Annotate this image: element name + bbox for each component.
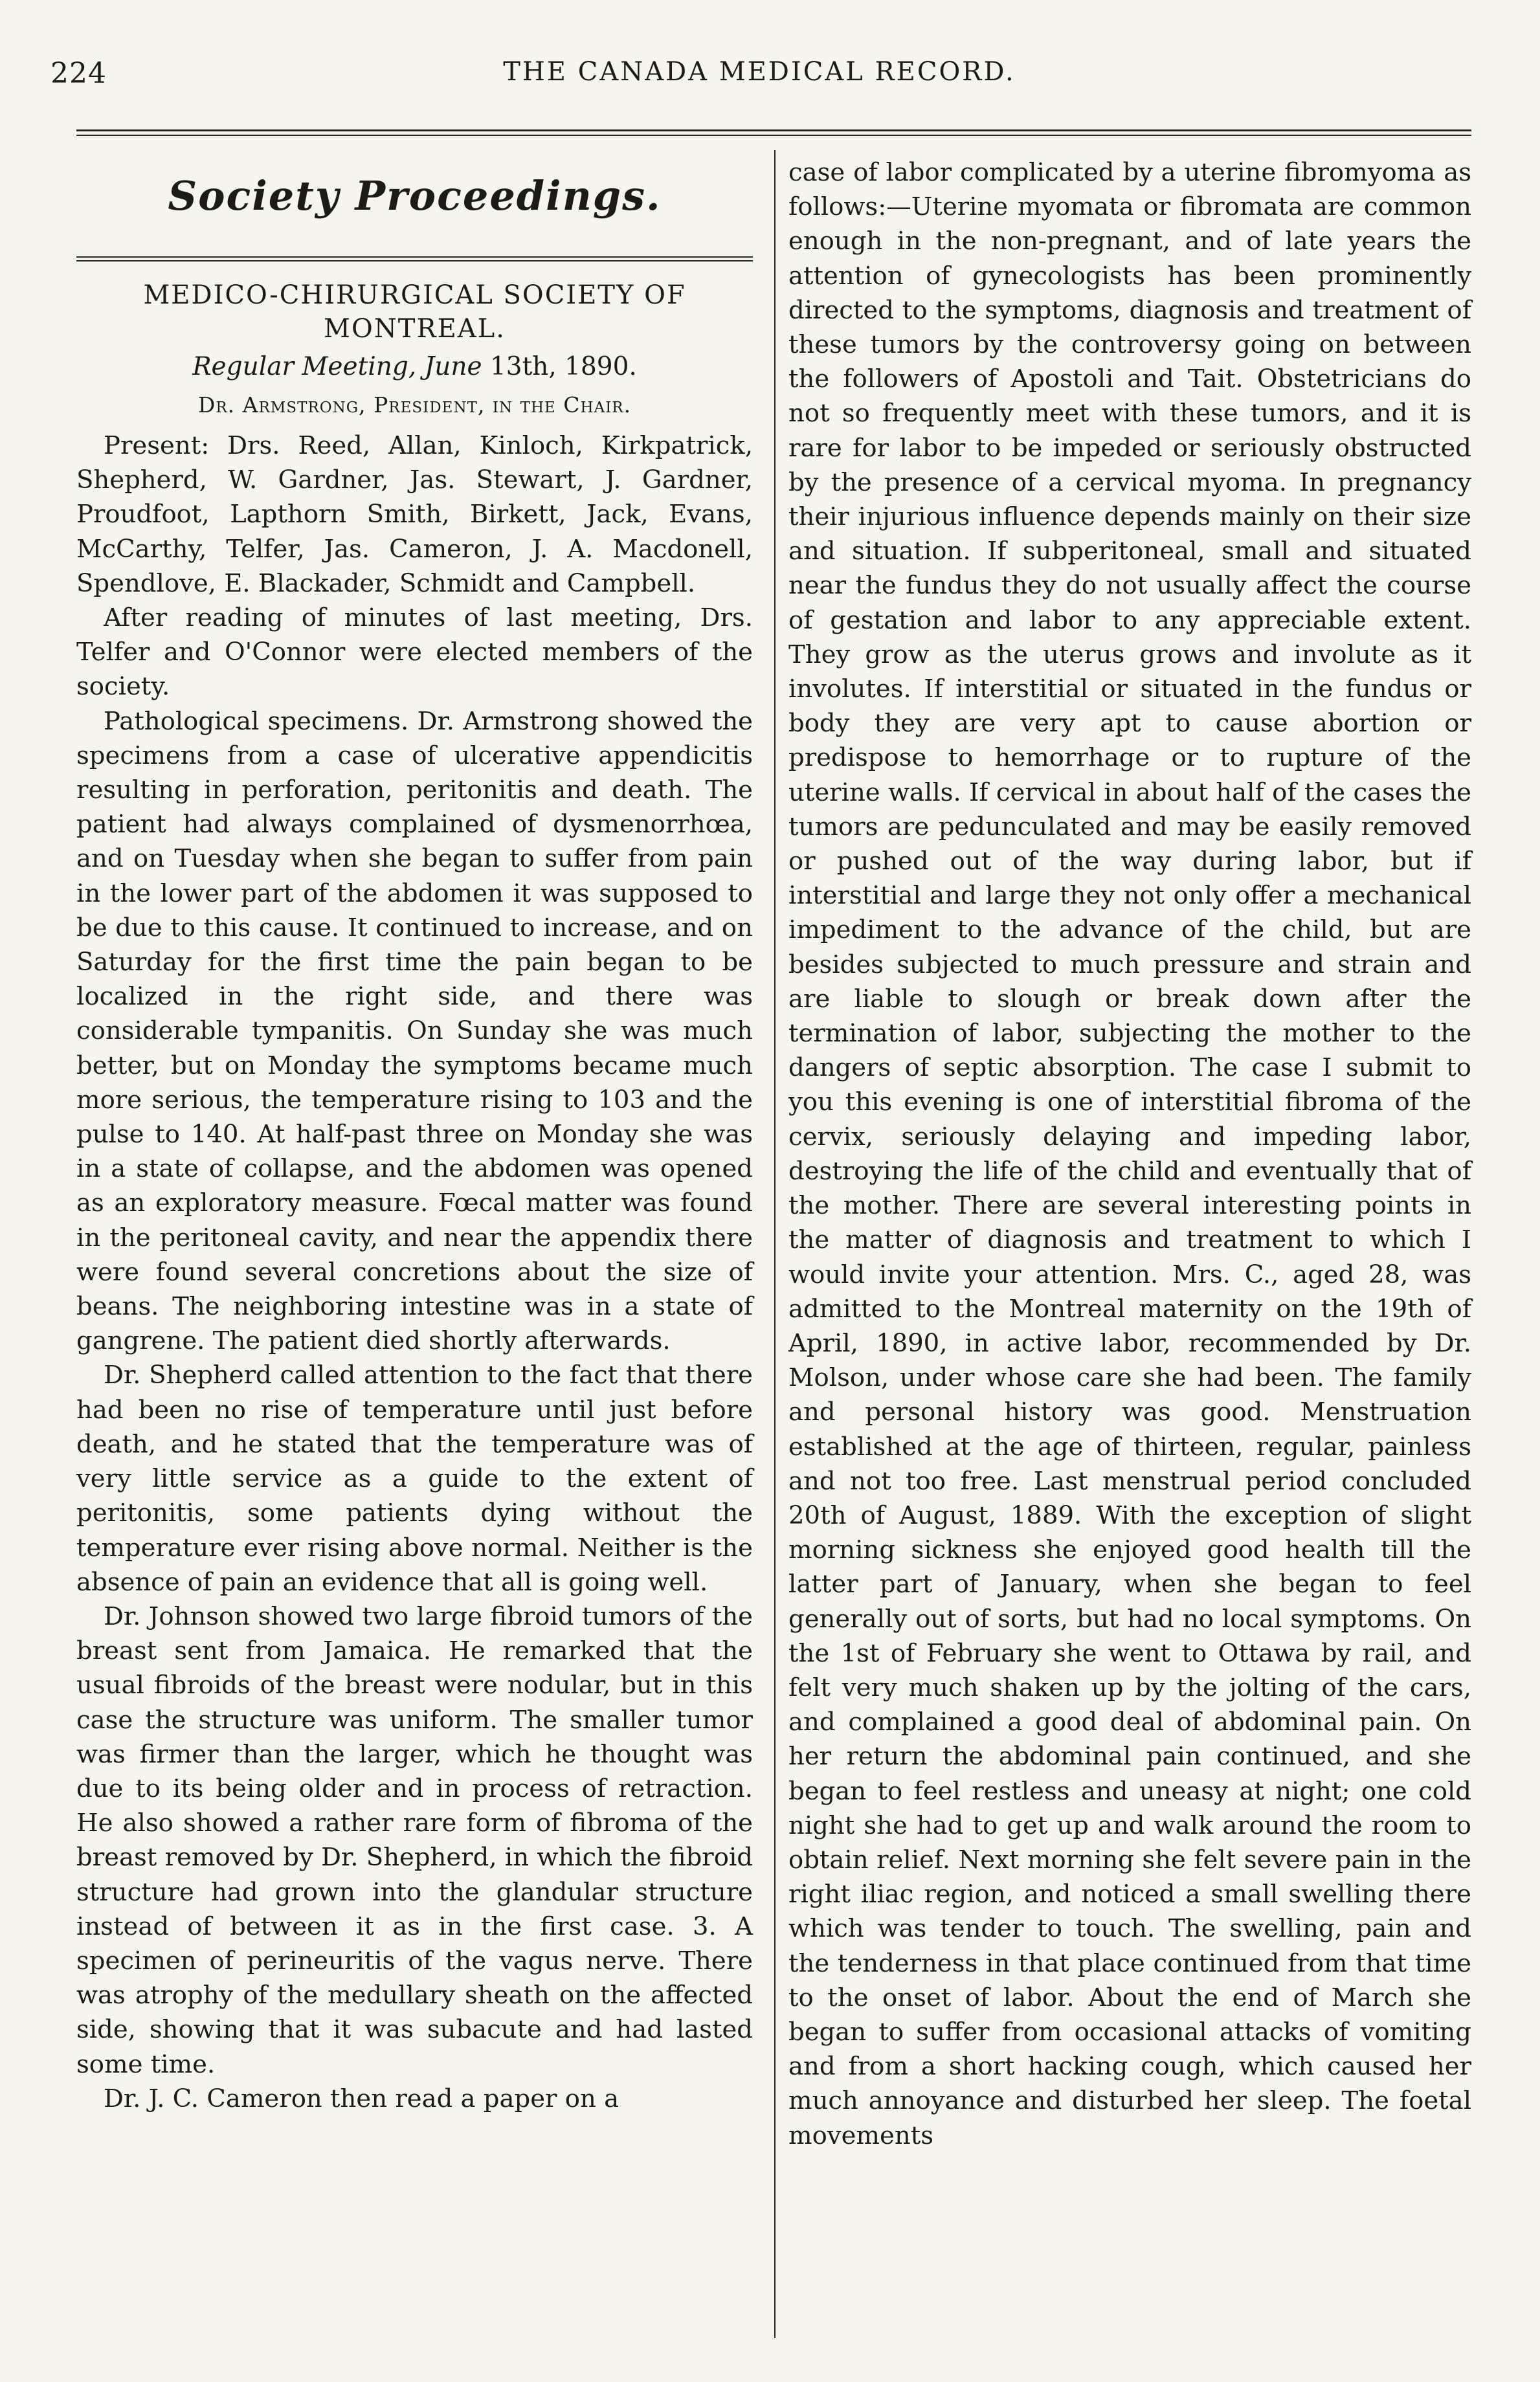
chair-line: Dr. Armstrong, President, in the Chair. — [197, 392, 632, 417]
meeting-label: Regular Meeting, June — [192, 352, 482, 381]
header-double-rule — [76, 129, 1471, 136]
meeting-date: 13th, 1890. — [489, 352, 637, 381]
column-divider — [774, 150, 776, 2338]
right-column — [788, 155, 1471, 2153]
paragraph: Dr. Johnson showed two large fibroid tumors of the breast sent from Jamaica. He remarked that the usual fibroids of the breast were nodular, but in this case the structure was uniform. The smaller tumor was firmer than the larger, which he thought was due to its being older and in process of retraction. He also showed a rather rare form of fibroma of the breast removed by Dr. Shepherd, in which the fibroid structure had grown into the glandular structure instead of between it as in the first case. 3. A specimen of perineuritis of the vagus nerve. There was atrophy of the medullary sheath on the affected side, showing that it was subacute and had lasted some time. — [76, 1601, 753, 2079]
page-number: 224 — [50, 57, 107, 90]
paragraph: After reading of minutes of last meeting, Drs. Telfer and O'Connor were elected members of the society. — [76, 603, 753, 702]
paragraph: Dr. Shepherd called attention to the fact that there had been no rise of temperature until just before death, and he stated that the temperature was of very little service as a guide to the extent of peritonitis, some patients dying without the temperature ever rising above normal. Neither is the absence of pain an evidence that all is going well. — [76, 1361, 753, 1597]
society-name: MEDICO-CHIRURGICAL SOCIETY OF MONTREAL. — [143, 280, 686, 344]
meeting-line — [76, 346, 753, 388]
paragraph: case of labor complicated by a uterine fibromyoma as follows:—Uterine myomata or fibromata are common enough in the non-pregnant, and of late years the attention of gynecologists has been prominently directed to the symptoms, diagnosis and treatment of these tumors by the controversy going on between the followers of Apostoli and Tait. Obstetricians do not so frequently meet with these tumors, and it is rare for labor to be impeded or seriously obstructed by the presence of a cervical myoma. In pregnancy their injurious influence depends mainly on their size and situation. If subperitoneal, small and situated near the fundus they do not usually affect the course of gestation and labor to any appreciable extent. They grow as the uterus grows and involute as it involutes. If interstitial or situated in the fundus or body they are very apt to cause abortion or predispose to hemorrhage or to rupture of the uterine walls. If cervical in about half of the cases the tumors are pedunculated and may be easily removed or pushed out of the way during labor, but if interstitial and large they not only offer a mechanical impediment to the advance of the child, but are besides subjected to much pressure and strain and are liable to slough or break down after the termination of labor, subjecting the mother to the dangers of septic absorption. The case I submit to you this evening is one of interstitial fibroma of the cervix, seriously delaying and impeding labor, destroying the life of the child and eventually that of the mother. There are several interesting points in the matter of diagnosis and treatment to which I would invite your attention. Mrs. C., aged 28, was admitted to the Montreal maternity on the 19th of April, 1890, in active labor, recommended by Dr. Molson, under whose care she had been. The family and personal history was good. Menstruation established at the age of thirteen, regular, painless and not too free. Last menstrual period concluded 20th of August, 1889. With the exception of slight morning sickness she enjoyed good health till the latter part of January, when she began to feel generally out of sorts, but had no local symptoms. On the 1st of February she went to Ottawa by rail, and felt very much shaken up by the jolting of the cars, and complained a good deal of abdominal pain. On her return the abdominal pain continued, and she began to feel restless and uneasy at night; one cold night she had to get up and walk around the room to obtain relief. Next morning she felt severe pain in the right iliac region, and noticed a small swelling there which was tender to touch. The swelling, pain and the tenderness in that place continued from that time to the onset of labor. About the end of March she began to suffer from occasional attacks of vomiting and from a short hacking cough, which caused her much annoyance and disturbed her sleep. The foetal movements — [788, 158, 1471, 2150]
heading-double-rule — [76, 256, 753, 262]
left-column — [76, 155, 753, 2116]
running-head — [50, 57, 1468, 102]
paragraph: Dr. J. C. Cameron then read a paper on a — [104, 2084, 619, 2113]
paragraph: Present: Drs. Reed, Allan, Kinloch, Kirkpatrick, Shepherd, W. Gardner, Jas. Stewart, J. Gardner, Proudfoot, Lapthorn Smith, Birkett, Jack, Evans, McCarthy, Telfer, Jas. Cameron, J. A. Macdonell, Spendlove, E. Blackader, Schmidt and Campbell. — [76, 431, 753, 598]
paragraph: Pathological specimens. Dr. Armstrong showed the specimens from a case of ulcerative appendicitis resulting in perforation, peritonitis and death. The patient had always complained of dysmenorrhœa, and on Tuesday when she began to suffer from pain in the lower part of the abdomen it was supposed to be due to this cause. It continued to increase, and on Saturday for the first time the pain began to be localized in the right side, and there was considerable tympanitis. On Sunday she was much better, but on Monday the symptoms became much more serious, the temperature rising to 103 and the pulse to 140. At half-past three on Monday she was in a state of collapse, and the abdomen was opened as an exploratory measure. Fœcal matter was found in the peritoneal cavity, and near the appendix there were found several concretions about the size of beans. The neighboring intestine was in a state of gangrene. The patient died shortly afterwards. — [76, 706, 753, 1356]
journal-title: THE CANADA MEDICAL RECORD. — [503, 57, 1016, 87]
section-heading: Society Proceedings. — [168, 172, 662, 219]
